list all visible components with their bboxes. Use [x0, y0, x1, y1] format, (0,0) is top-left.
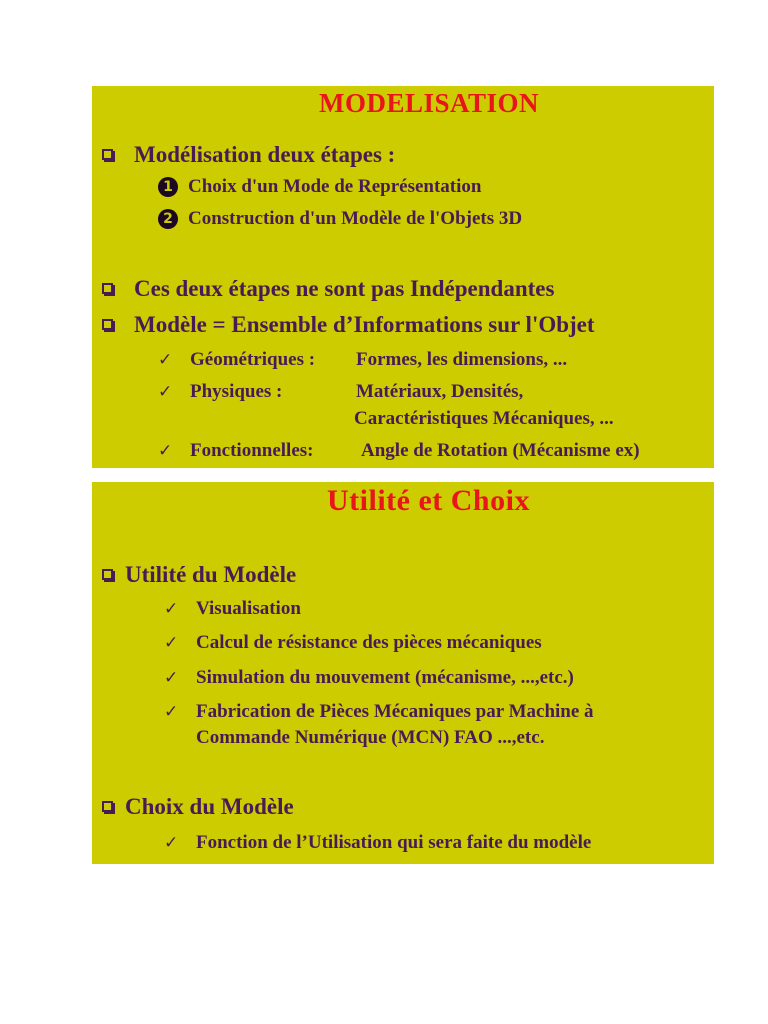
check-item-value: Formes, les dimensions, ...: [356, 349, 568, 370]
check-icon: ✓: [158, 350, 173, 370]
bullet-item: [102, 276, 554, 302]
bullet-text: Modélisation deux étapes :: [134, 142, 396, 167]
check-item: [164, 632, 542, 654]
check-item: [164, 701, 594, 723]
check-icon: ✓: [158, 382, 173, 402]
check-icon: ✓: [164, 633, 179, 653]
bullet-item: [102, 142, 395, 168]
check-icon: ✓: [164, 702, 179, 722]
numbered-item-text: Choix d'un Mode de Représentation: [188, 176, 482, 197]
bullet-text: Ces deux étapes ne sont pas Indépendantes: [134, 276, 555, 301]
check-icon: ✓: [164, 833, 179, 853]
check-item: [158, 440, 640, 462]
check-item-text: Simulation du mouvement (mécanisme, ...,etc.): [196, 667, 574, 688]
check-item-text: Fabrication de Pièces Mécaniques par Machine à: [196, 701, 594, 722]
check-item-text: Calcul de résistance des pièces mécaniques: [196, 632, 542, 653]
check-item-text: Fonction de l’Utilisation qui sera faite du modèle: [196, 832, 592, 853]
slide-utilite-et-choix: [92, 482, 714, 864]
check-item: [164, 832, 591, 854]
check-icon: ✓: [164, 668, 179, 688]
bullet-text: Modèle = Ensemble d’Informations sur l'Objet: [134, 312, 595, 337]
check-item-value: Matériaux, Densités,: [356, 381, 524, 402]
square-bullet-icon: [102, 149, 113, 160]
check-item-label: Fonctionnelles:: [190, 440, 314, 461]
square-bullet-icon: [102, 569, 113, 580]
check-item-label: Physiques :: [190, 381, 283, 402]
slide-modelisation: [92, 86, 714, 468]
square-bullet-icon: [102, 283, 113, 294]
check-icon: ✓: [164, 599, 179, 619]
numbered-circle-icon: 1: [158, 177, 178, 197]
bullet-item: [102, 794, 294, 820]
square-bullet-icon: [102, 801, 113, 812]
slide-title: Utilité et Choix: [327, 484, 530, 517]
bullet-item: [102, 312, 595, 338]
check-item-label: Géométriques :: [190, 349, 316, 370]
check-item-value-continued: Caractéristiques Mécaniques, ...: [354, 408, 614, 429]
square-bullet-icon: [102, 319, 113, 330]
numbered-item: [158, 176, 481, 198]
bullet-text: Choix du Modèle: [125, 794, 294, 819]
numbered-item: [158, 208, 522, 230]
bullet-text: Utilité du Modèle: [125, 562, 297, 587]
numbered-circle-icon: 2: [158, 209, 178, 229]
check-item-text-continued: Commande Numérique (MCN) FAO ...,etc.: [196, 727, 545, 748]
check-item-value: Angle de Rotation (Mécanisme ex): [361, 440, 640, 461]
bullet-item: [102, 562, 296, 588]
slide-title: MODELISATION: [319, 88, 540, 118]
check-item: [164, 667, 574, 689]
check-item-text: Visualisation: [196, 598, 301, 619]
check-item: [164, 598, 301, 620]
check-icon: ✓: [158, 441, 173, 461]
check-item: [158, 381, 523, 403]
numbered-item-text: Construction d'un Modèle de l'Objets 3D: [188, 208, 523, 229]
check-item: [158, 349, 567, 371]
